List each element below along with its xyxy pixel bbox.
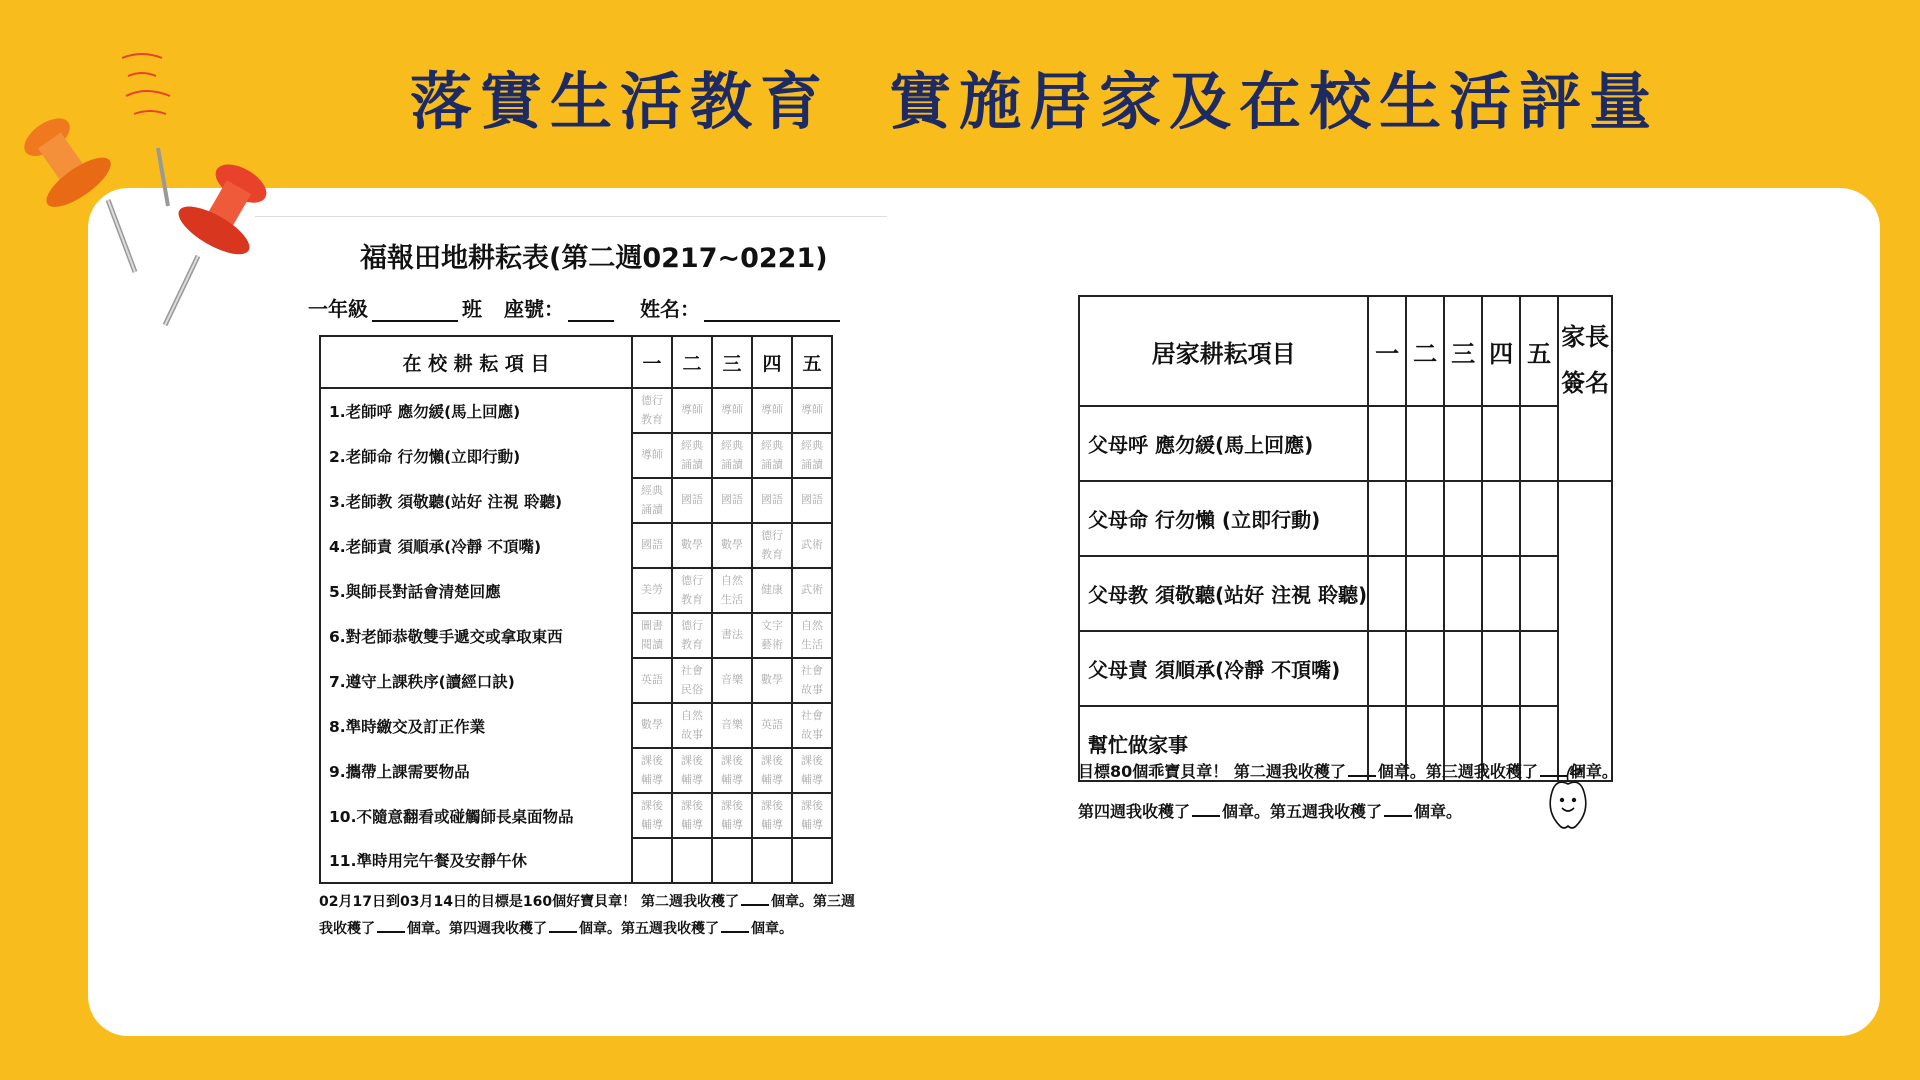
footer-text: 個章。 <box>1414 802 1463 821</box>
home-table-header <box>1079 296 1612 406</box>
day-cell[interactable] <box>712 838 752 883</box>
day-cell[interactable] <box>1406 406 1444 481</box>
blank-field[interactable] <box>741 892 769 906</box>
home-table <box>1078 295 1613 782</box>
class-field[interactable] <box>372 300 458 322</box>
day-cell[interactable] <box>1368 406 1406 481</box>
day-cell[interactable] <box>792 838 832 883</box>
day-cell[interactable] <box>1520 481 1558 556</box>
divider <box>255 216 887 217</box>
parent-signature-label: 家長 簽名 <box>1561 323 1610 397</box>
seat-label: 座號： <box>504 297 564 321</box>
day-cell[interactable]: 課後 輔導 <box>712 748 752 793</box>
school-table-header <box>320 336 832 388</box>
blank-field[interactable] <box>1192 801 1220 817</box>
day-cell[interactable] <box>1520 406 1558 481</box>
footer-text: 我收穫了 <box>319 921 375 937</box>
home-form-footer <box>1078 752 1618 832</box>
footer-text: 個章。第五週我收穫了 <box>579 921 719 937</box>
day-cell[interactable] <box>1368 481 1406 556</box>
day-cell[interactable] <box>1444 556 1482 631</box>
footer-text: 個章。第三週 <box>771 894 856 910</box>
day-cell[interactable]: 導師 <box>752 388 792 433</box>
school-item-label: 3.老師教 須敬聽(站好 注視 聆聽) <box>320 478 632 523</box>
day-cell[interactable] <box>1444 481 1482 556</box>
table-row <box>320 613 832 658</box>
table-row <box>1079 631 1612 706</box>
parent-signature-field[interactable] <box>1558 406 1612 481</box>
day-cell[interactable]: 英語 <box>752 703 792 748</box>
day-header: 四 <box>752 336 792 388</box>
seat-field[interactable] <box>568 300 614 322</box>
school-item-label: 7.遵守上課秩序(讀經口訣) <box>320 658 632 703</box>
day-cell[interactable]: 數學 <box>632 703 672 748</box>
day-header: 五 <box>1520 296 1558 406</box>
school-item-label: 4.老師責 須順承(冷靜 不頂嘴) <box>320 523 632 568</box>
school-item-header: 在 校 耕 耘 項 目 <box>320 336 632 388</box>
blank-field[interactable] <box>1348 761 1376 777</box>
day-cell[interactable] <box>1520 631 1558 706</box>
footer-text: 個章。第四週我收穫了 <box>407 921 547 937</box>
day-cell[interactable]: 經典 誦讀 <box>672 433 712 478</box>
day-cell[interactable]: 課後 輔導 <box>632 748 672 793</box>
day-cell[interactable] <box>1482 556 1520 631</box>
day-header: 二 <box>672 336 712 388</box>
school-form-title: 福報田地耕耘表(第二週0217~0221) <box>360 243 828 274</box>
day-cell[interactable]: 導師 <box>712 388 752 433</box>
day-cell[interactable]: 音樂 <box>712 703 752 748</box>
home-item-label: 父母呼 應勿緩(馬上回應) <box>1079 406 1368 481</box>
school-form-footer <box>319 889 855 943</box>
day-cell[interactable]: 德行 教育 <box>672 613 712 658</box>
day-cell[interactable]: 文字 藝術 <box>752 613 792 658</box>
home-item-header: 居家耕耘項目 <box>1079 296 1368 406</box>
day-cell[interactable]: 美勞 <box>632 568 672 613</box>
name-label: 姓名： <box>640 297 700 321</box>
day-cell[interactable]: 國語 <box>632 523 672 568</box>
day-cell[interactable]: 社會 故事 <box>792 703 832 748</box>
day-cell[interactable]: 經典 誦讀 <box>712 433 752 478</box>
footer-text: 個章。 <box>751 921 793 937</box>
parent-signature-header <box>1558 296 1612 406</box>
day-cell[interactable]: 音樂 <box>712 658 752 703</box>
day-cell[interactable] <box>1368 631 1406 706</box>
day-cell[interactable] <box>1520 556 1558 631</box>
day-header: 二 <box>1406 296 1444 406</box>
day-cell[interactable]: 導師 <box>792 388 832 433</box>
table-row <box>320 388 832 433</box>
page-title: 落實生活教育 實施居家及在校生活評量 <box>410 65 1660 138</box>
table-row <box>1079 481 1612 556</box>
table-row <box>320 838 832 883</box>
day-cell[interactable] <box>1406 631 1444 706</box>
table-row <box>1079 406 1612 481</box>
day-cell[interactable] <box>1482 406 1520 481</box>
blank-field[interactable] <box>549 919 577 933</box>
day-cell[interactable]: 導師 <box>672 388 712 433</box>
class-label: 班 <box>462 297 482 321</box>
day-cell[interactable]: 課後 輔導 <box>712 793 752 838</box>
school-item-label: 8.準時繳交及訂正作業 <box>320 703 632 748</box>
day-cell[interactable]: 課後 輔導 <box>672 748 712 793</box>
push-pin-icon <box>0 0 300 340</box>
day-cell[interactable]: 武術 <box>792 568 832 613</box>
school-table <box>319 335 833 884</box>
day-cell[interactable]: 德行 教育 <box>672 568 712 613</box>
table-row <box>320 748 832 793</box>
apple-icon <box>1548 760 1588 832</box>
school-item-label: 11.準時用完午餐及安靜午休 <box>320 838 632 883</box>
day-cell[interactable]: 英語 <box>632 658 672 703</box>
day-cell[interactable]: 數學 <box>752 658 792 703</box>
day-cell[interactable] <box>1406 556 1444 631</box>
day-cell[interactable]: 經典 誦讀 <box>752 433 792 478</box>
home-item-label: 父母責 須順承(冷靜 不頂嘴) <box>1079 631 1368 706</box>
table-row <box>320 568 832 613</box>
blank-field[interactable] <box>377 919 405 933</box>
school-item-label: 9.攜帶上課需要物品 <box>320 748 632 793</box>
day-cell[interactable]: 課後 輔導 <box>672 793 712 838</box>
blank-field[interactable] <box>721 919 749 933</box>
day-cell[interactable] <box>1482 481 1520 556</box>
day-cell[interactable]: 德行 教育 <box>632 388 672 433</box>
table-row <box>1079 556 1612 631</box>
name-field[interactable] <box>704 300 840 322</box>
school-item-label: 2.老師命 行勿懶(立即行動) <box>320 433 632 478</box>
day-cell[interactable]: 經典 誦讀 <box>792 433 832 478</box>
footer-text: 個章。 <box>1569 762 1618 781</box>
day-cell[interactable]: 國語 <box>752 478 792 523</box>
day-cell[interactable]: 健康 <box>752 568 792 613</box>
day-cell[interactable]: 國語 <box>672 478 712 523</box>
day-header: 四 <box>1482 296 1520 406</box>
day-cell[interactable]: 課後 輔導 <box>752 748 792 793</box>
footer-text: 02月17日到03月14日的目標是160個好寶貝章！ 第二週我收穫了 <box>319 894 740 910</box>
school-item-label: 1.老師呼 應勿緩(馬上回應) <box>320 388 632 433</box>
day-cell[interactable] <box>1444 631 1482 706</box>
day-header: 三 <box>1444 296 1482 406</box>
day-header: 一 <box>632 336 672 388</box>
day-header: 三 <box>712 336 752 388</box>
home-item-label: 父母教 須敬聽(站好 注視 聆聽) <box>1079 556 1368 631</box>
day-cell[interactable]: 社會 民俗 <box>672 658 712 703</box>
grade-label: 一年級 <box>308 297 368 321</box>
home-item-label: 幫忙做家事 <box>1079 706 1368 781</box>
day-cell[interactable]: 自然 生活 <box>712 568 752 613</box>
home-item-label: 父母命 行勿懶 (立即行動) <box>1079 481 1368 556</box>
day-cell[interactable]: 課後 輔導 <box>792 793 832 838</box>
day-cell[interactable]: 導師 <box>632 433 672 478</box>
parent-signature-field[interactable] <box>1558 481 1612 781</box>
day-cell[interactable]: 數學 <box>672 523 712 568</box>
day-cell[interactable]: 課後 輔導 <box>792 748 832 793</box>
student-info-line <box>308 292 844 322</box>
day-cell[interactable]: 德行 教育 <box>752 523 792 568</box>
school-item-label: 5.與師長對話會清楚回應 <box>320 568 632 613</box>
day-cell[interactable]: 國語 <box>712 478 752 523</box>
table-row <box>320 793 832 838</box>
day-cell[interactable]: 自然 生活 <box>792 613 832 658</box>
day-cell[interactable]: 書法 <box>712 613 752 658</box>
day-cell[interactable]: 社會 故事 <box>792 658 832 703</box>
day-cell[interactable]: 武術 <box>792 523 832 568</box>
table-row <box>320 703 832 748</box>
day-cell[interactable]: 經典 誦讀 <box>632 478 672 523</box>
day-cell[interactable]: 圖書 閱讀 <box>632 613 672 658</box>
day-cell[interactable] <box>1482 631 1520 706</box>
blank-field[interactable] <box>1384 801 1412 817</box>
footer-text: 個章。第五週我收穫了 <box>1222 802 1383 821</box>
school-item-label: 6.對老師恭敬雙手遞交或拿取東西 <box>320 613 632 658</box>
day-cell[interactable] <box>752 838 792 883</box>
day-header: 一 <box>1368 296 1406 406</box>
day-cell[interactable] <box>1368 556 1406 631</box>
day-cell[interactable] <box>632 838 672 883</box>
day-header: 五 <box>792 336 832 388</box>
footer-text: 目標80個乖寶貝章！ 第二週我收穫了 <box>1078 762 1346 781</box>
table-row <box>320 658 832 703</box>
day-cell[interactable] <box>1444 406 1482 481</box>
school-item-label: 10.不隨意翻看或碰觸師長桌面物品 <box>320 793 632 838</box>
table-row <box>320 478 832 523</box>
footer-text: 第四週我收穫了 <box>1078 802 1191 821</box>
day-cell[interactable] <box>1406 481 1444 556</box>
table-row <box>320 433 832 478</box>
footer-text: 個章。第三週我收穫了 <box>1377 762 1538 781</box>
day-cell[interactable]: 課後 輔導 <box>752 793 792 838</box>
table-row <box>320 523 832 568</box>
day-cell[interactable]: 數學 <box>712 523 752 568</box>
day-cell[interactable] <box>672 838 712 883</box>
day-cell[interactable]: 自然 故事 <box>672 703 712 748</box>
day-cell[interactable]: 國語 <box>792 478 832 523</box>
day-cell[interactable]: 課後 輔導 <box>632 793 672 838</box>
